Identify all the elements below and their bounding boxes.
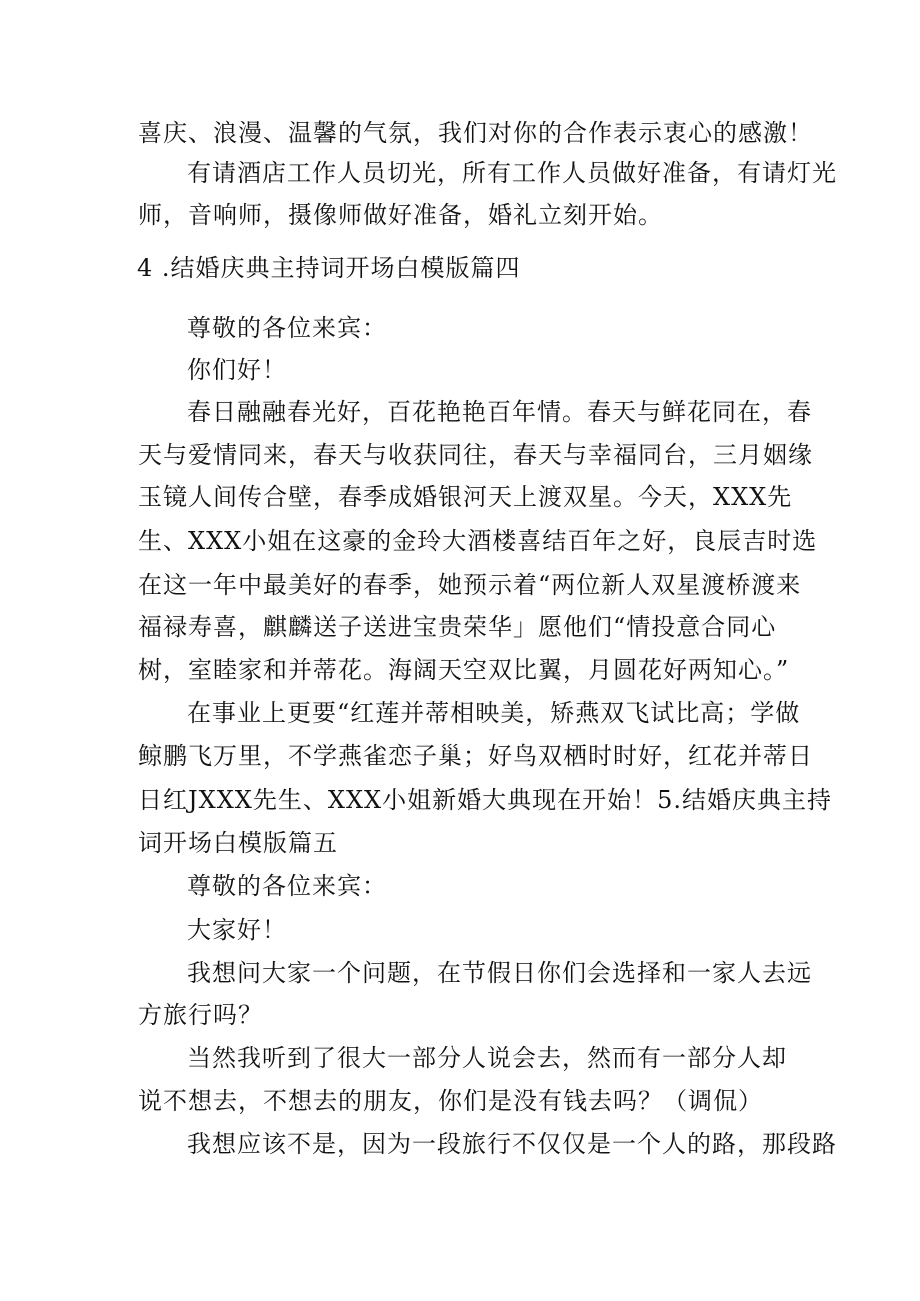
text-line: 尊敬的各位来宾： <box>187 872 387 900</box>
text-line: 词开场白模版篇五 <box>138 829 338 857</box>
text-line: 师，音响师，摄像师做好准备，婚礼立刻开始。 <box>138 201 663 229</box>
text-line: 我想应该不是，因为一段旅行不仅仅是一个人的路，那段路 <box>187 1130 837 1158</box>
text-line: 有请酒店工作人员切光，所有工作人员做好准备，有请灯光 <box>187 159 837 187</box>
text-line: 天与爱情同来，春天与收获同往，春天与幸福同台，三月姻缘 <box>138 441 813 469</box>
text-line: 树，室睦家和并蒂花。海阔天空双比翼，月圆花好两知心。” <box>138 656 790 684</box>
text-line: 喜庆、浪漫、温馨的气氛，我们对你的合作表示衷心的感激！ <box>138 119 813 147</box>
text-line: 方旅行吗？ <box>138 1001 263 1029</box>
text-line: 说不想去，不想去的朋友，你们是没有钱去吗？（调侃） <box>138 1087 763 1115</box>
section-heading: 4 .结婚庆典主持词开场白模版篇四 <box>137 254 521 282</box>
text-line: 在事业上更要“红莲并蒂相映美，矫燕双飞试比高；学做 <box>187 699 801 727</box>
text-line: 生、XXX小姐在这豪的金玲大酒楼喜结百年之好，良辰吉时选 <box>138 527 818 555</box>
text-line: 春日融融春光好，百花艳艳百年情。春天与鲜花同在，春 <box>187 398 812 426</box>
text-line: 福禄寿喜，麒麟送子送进宝贵荣华」愿他们“情投意合同心 <box>138 613 777 641</box>
text-line: 尊敬的各位来宾： <box>187 314 387 342</box>
text-line: 我想问大家一个问题，在节假日你们会选择和一家人去远 <box>187 959 812 987</box>
text-line: 在这一年中最美好的春季，她预示着“两位新人双星渡桥渡来 <box>138 571 802 599</box>
text-line: 日红JXXX先生、XXX小姐新婚大典现在开始！5.结婚庆典主持 <box>138 786 833 814</box>
text-line: 鲸鹏飞万里，不学燕雀恋子巢；好鸟双栖时时好，红花并蒂日 <box>138 742 813 770</box>
text-line: 当然我听到了很大一部分人说会去，然而有一部分人却 <box>187 1044 787 1072</box>
text-line: 你们好！ <box>187 356 287 384</box>
text-line: 玉镜人间传合壁，春季成婚银河天上渡双星。今天，XXX先 <box>138 483 793 511</box>
text-line: 大家好！ <box>187 916 287 944</box>
